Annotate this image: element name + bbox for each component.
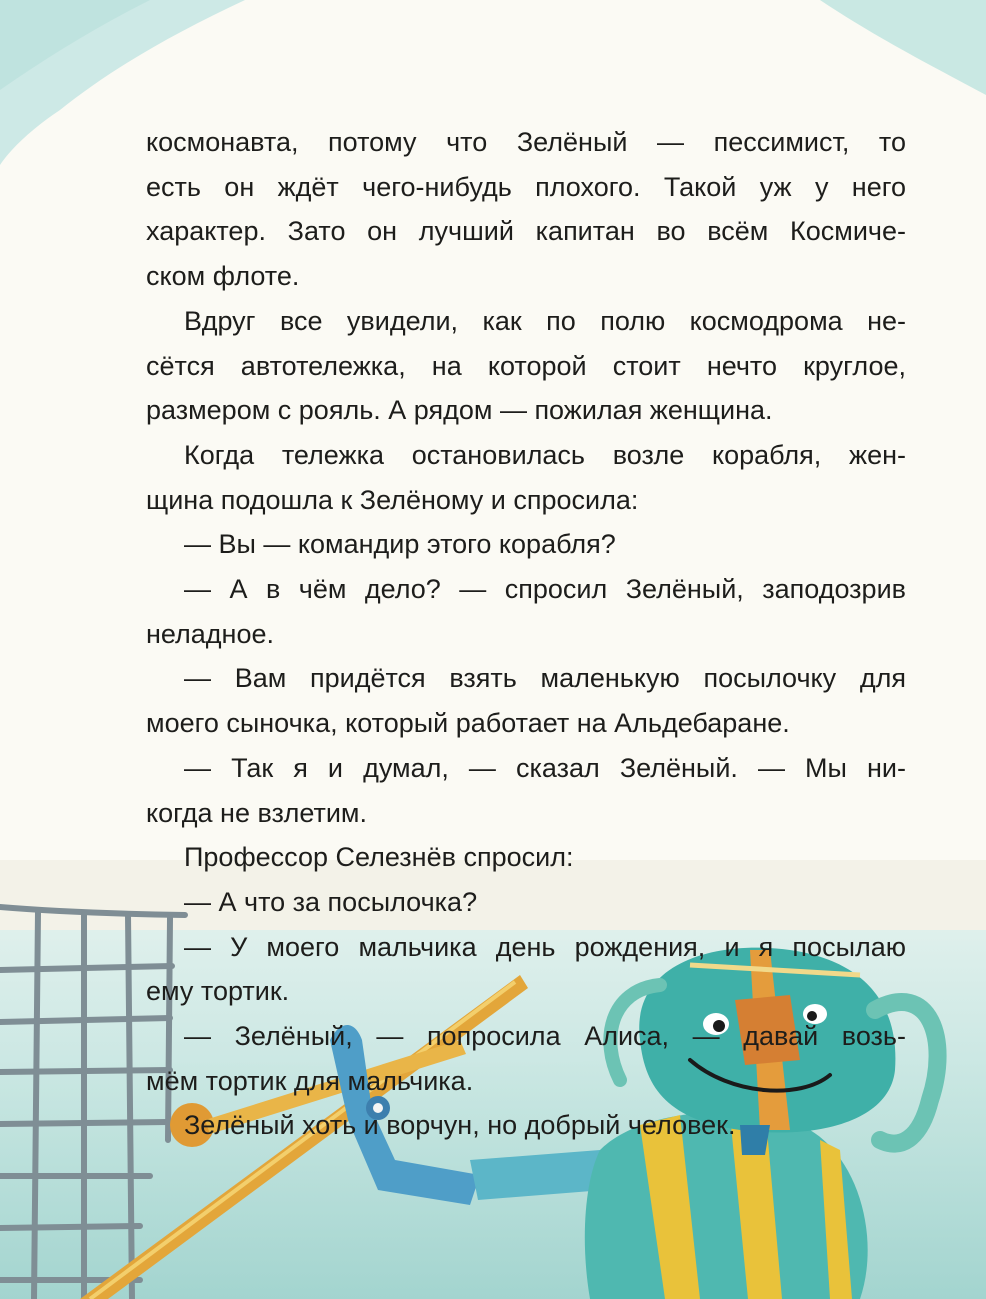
story-paragraph xyxy=(146,522,906,567)
text-line: Вдруг все увидели, как по полю космодрома не- xyxy=(184,305,906,336)
text-line: ему тортик. xyxy=(146,976,290,1007)
story-paragraph xyxy=(146,120,906,299)
text-line: есть он ждёт чего-нибудь плохого. Такой уж у него xyxy=(146,171,906,202)
text-line: мём тортик для мальчика. xyxy=(146,1065,474,1096)
text-line: когда не взлетим. xyxy=(146,797,367,828)
text-line: щина подошла к Зелёному и спросила: xyxy=(146,484,639,515)
text-line: — Вам придётся взять маленькую посылочку для xyxy=(184,663,906,694)
story-paragraph xyxy=(146,567,906,656)
text-line: сётся автотележка, на которой стоит нечто круглое, xyxy=(146,350,906,381)
text-line: характер. Зато он лучший капитан во всём Космиче- xyxy=(146,216,906,247)
story-text xyxy=(146,120,906,1148)
text-line: ском флоте. xyxy=(146,261,300,292)
text-line: размером с рояль. А рядом — пожилая женщина. xyxy=(146,395,773,426)
text-line: — У моего мальчика день рождения, и я посылаю xyxy=(184,931,906,962)
text-line: — Зелёный, — попросила Алиса, — давай возь- xyxy=(184,1021,906,1052)
story-paragraph xyxy=(146,746,906,835)
text-line: — Вы — командир этого корабля? xyxy=(184,529,616,560)
story-paragraph xyxy=(146,656,906,745)
story-paragraph xyxy=(146,299,906,433)
text-line: — А что за посылочка? xyxy=(184,886,478,917)
story-paragraph xyxy=(146,835,906,880)
text-line: — А в чём дело? — спросил Зелёный, заподозрив xyxy=(184,574,906,605)
story-paragraph xyxy=(146,1014,906,1103)
text-line: Когда тележка остановилась возле корабля, жен- xyxy=(184,439,906,470)
text-line: космонавта, потому что Зелёный — пессимист, то xyxy=(146,127,906,157)
text-line: Зелёный хоть и ворчун, но добрый человек. xyxy=(184,1110,736,1141)
text-line: неладное. xyxy=(146,618,274,649)
story-paragraph xyxy=(146,1103,906,1148)
sky-wash-top-right xyxy=(820,0,986,95)
story-paragraph xyxy=(146,925,906,1014)
story-paragraph xyxy=(146,880,906,925)
text-line: моего сыночка, который работает на Альдебаране. xyxy=(146,708,790,739)
story-paragraph xyxy=(146,433,906,522)
text-line: — Так я и думал, — сказал Зелёный. — Мы ни- xyxy=(184,752,906,783)
text-line: Профессор Селезнёв спросил: xyxy=(184,842,574,873)
